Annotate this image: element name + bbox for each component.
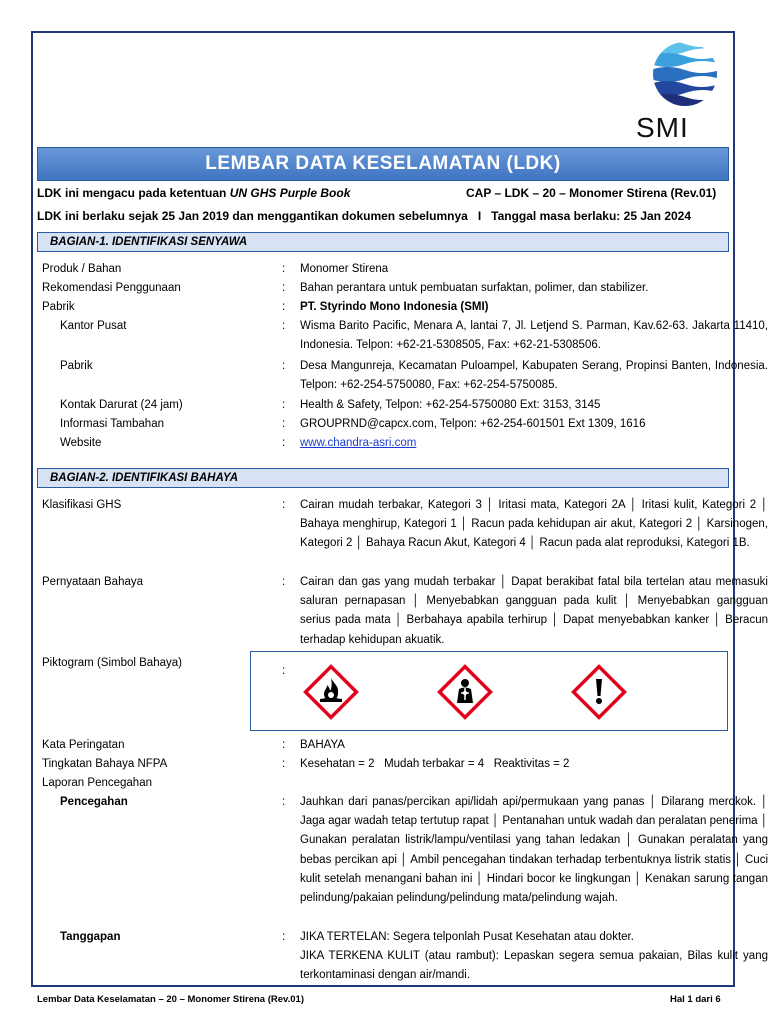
row-label: Kata Peringatan	[42, 739, 125, 751]
exclamation-mark-icon	[569, 662, 629, 722]
row-label: Website	[60, 437, 102, 449]
row-colon: :	[282, 499, 286, 511]
row-value: Cairan mudah terbakar, Kategori 3 │ Iritasi mata, Kategori 2A │ Iritasi kulit, Kategori 2 │ Bahaya menghirup, Kategori 1 │ Racun pada kehidupan air akut, Kategori 2 │ Karsinogen, Kategori 2 │ Bahaya Racun Akut, Kategori 4 │ Racun pada alat reproduksi, Kategori 1B.	[300, 499, 768, 550]
document-title: LEMBAR DATA KESELAMATAN (LDK)	[37, 147, 729, 181]
footer-page-number: Hal 1 dari 6	[670, 994, 721, 1005]
row-value: BAHAYA	[300, 739, 345, 751]
footer-doc-name: Lembar Data Keselamatan – 20 – Monomer Stirena (Rev.01)	[37, 994, 304, 1005]
section-1-heading: BAGIAN-1. IDENTIFIKASI SENYAWA	[37, 232, 729, 252]
row-value: Health & Safety, Telpon: +62-254-5750080 Ext: 3153, 3145	[300, 399, 601, 411]
row-colon: :	[282, 301, 286, 313]
row-value: JIKA TERTELAN: Segera telponlah Pusat Kesehatan atau dokter.	[300, 931, 634, 943]
row-value: PT. Styrindo Mono Indonesia (SMI)	[300, 301, 489, 313]
row-colon: :	[282, 576, 286, 588]
row-colon: :	[282, 399, 286, 411]
validity-line: LDK ini berlaku sejak 25 Jan 2019 dan menggantikan dokumen sebelumnya I Tanggal masa berlaku: 25 Jan 2024	[37, 209, 692, 223]
row-colon: :	[282, 282, 286, 294]
row-label: Piktogram (Simbol Bahaya)	[42, 657, 182, 669]
website-link[interactable]: www.chandra-asri.com	[300, 437, 417, 449]
row-value: Monomer Stirena	[300, 263, 389, 275]
health-hazard-icon	[435, 662, 495, 722]
row-value: Bahan perantara untuk pembuatan surfaktan, polimer, dan stabilizer.	[300, 282, 649, 294]
row-label: Klasifikasi GHS	[42, 499, 122, 511]
row-label: Pabrik	[42, 301, 75, 313]
row-value: Desa Mangunreja, Kecamatan Puloampel, Kabupaten Serang, Propinsi Banten, Indonesia. Telpon: +62-254-5750080, Fax: +62-254-5750085.	[300, 360, 768, 392]
row-value: Kesehatan = 2 Mudah terbakar = 4 Reaktivitas = 2	[300, 758, 570, 770]
row-colon: :	[282, 665, 286, 677]
row-label: Laporan Pencegahan	[42, 777, 152, 789]
row-value: JIKA TERKENA KULIT (atau rambut): Lepaskan segera semua pakaian, Bilas kulit yang terkontaminasi dengan air/mandi.	[300, 950, 768, 982]
row-colon: :	[282, 263, 286, 275]
row-colon: :	[282, 437, 286, 449]
row-label: Tanggapan	[60, 931, 121, 943]
row-value: Jauhkan dari panas/percikan api/lidah api/permukaan yang panas │ Dilarang merokok. │ Jaga agar wadah tetap tertutup rapat │ Pentanahan untuk wadah dan peralatan penerima │ Gunakan peralatan listrik/lampu/ventilasi yang tahan ledakan │ Gunakan peralatan yang bebas percikan api │ Ambil pencegahan tindakan terhadap terbentuknya listrik statis │ Cuci kulit setelah menangani bahan ini │ Hindari bocor ke lingkungan │ Kenakan sarung tangan pelindung/pakaian pelindung/pelindung mata/pelindung wajah.	[300, 796, 768, 905]
row-colon: :	[282, 320, 286, 332]
reference-book: UN GHS Purple Book	[229, 186, 351, 200]
row-label: Tingkatan Bahaya NFPA	[42, 758, 168, 770]
row-label: Kantor Pusat	[60, 320, 127, 332]
row-colon: :	[282, 418, 286, 430]
row-colon: :	[282, 360, 286, 372]
row-colon: :	[282, 931, 286, 943]
row-label: Pencegahan	[60, 796, 128, 808]
row-colon: :	[282, 739, 286, 751]
row-label: Informasi Tambahan	[60, 418, 164, 430]
reference-line	[37, 186, 350, 200]
row-value: Wisma Barito Pacific, Menara A, lantai 7, Jl. Letjend S. Parman, Kav.62-63. Jakarta 11410, Indonesia. Telpon: +62-21-5308505, Fax: +62-21-5308506.	[300, 320, 768, 352]
row-label: Produk / Bahan	[42, 263, 122, 275]
row-label: Pernyataan Bahaya	[42, 576, 144, 588]
document-code: CAP – LDK – 20 – Monomer Stirena (Rev.01)	[466, 186, 717, 200]
row-value: Cairan dan gas yang mudah terbakar │ Dapat berakibat fatal bila tertelan atau memasuki saluran pernapasan │ Menyebabkan gangguan pada kulit │ Menyebabkan gangguan serius pada mata │ Berbahaya apabila terhirup │ Dapat menyebabkan kanker │ Beracun terhadap kehidupan akuatik.	[300, 576, 768, 646]
row-label: Rekomendasi Penggunaan	[42, 282, 181, 294]
logo-text: SMI	[636, 112, 689, 143]
row-value: GROUPRND@capcx.com, Telpon: +62-254-601501 Ext 1309, 1616	[300, 418, 646, 430]
flame-icon	[301, 662, 361, 722]
section-2-heading: BAGIAN-2. IDENTIFIKASI BAHAYA	[37, 468, 729, 488]
row-colon: :	[282, 758, 286, 770]
reference-prefix: LDK ini mengacu pada ketentuan	[37, 186, 230, 200]
pictogram-box	[250, 651, 728, 731]
row-label: Kontak Darurat (24 jam)	[60, 399, 183, 411]
row-colon: :	[282, 796, 286, 808]
row-label: Pabrik	[60, 360, 93, 372]
